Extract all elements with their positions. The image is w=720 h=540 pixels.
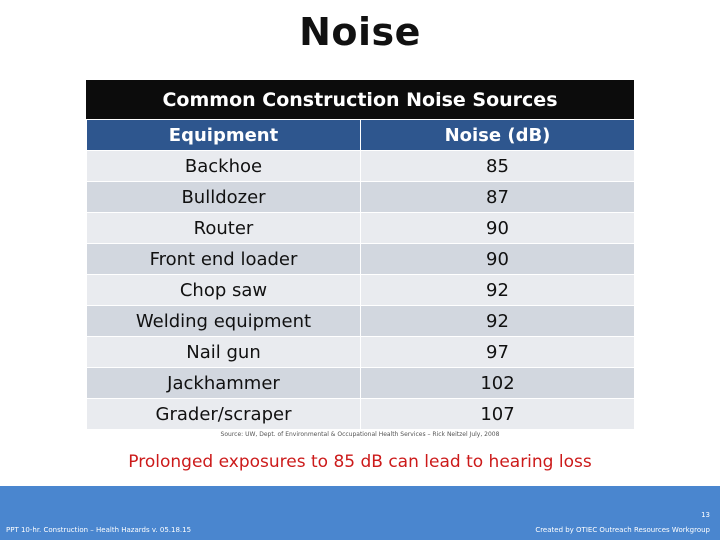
equipment-cell: Grader/scraper <box>87 399 361 430</box>
page-number: 13 <box>701 511 710 519</box>
noise-cell: 90 <box>361 213 635 244</box>
equipment-cell: Welding equipment <box>87 306 361 337</box>
table-row <box>87 244 635 275</box>
table-row <box>87 368 635 399</box>
header-noise: Noise (dB) <box>361 120 635 151</box>
noise-cell: 90 <box>361 244 635 275</box>
table-row <box>87 399 635 430</box>
noise-cell: 107 <box>361 399 635 430</box>
table-caption: Common Construction Noise Sources <box>86 80 634 119</box>
noise-cell: 92 <box>361 275 635 306</box>
noise-cell: 92 <box>361 306 635 337</box>
equipment-cell: Jackhammer <box>87 368 361 399</box>
table-header-row <box>87 120 635 151</box>
table-row <box>87 182 635 213</box>
footer-bar <box>0 486 720 540</box>
source-citation: Source: UW, Dept. of Environmental & Occupational Health Services – Rick Neitzel July, 2008 <box>220 431 500 438</box>
header-equipment: Equipment <box>87 120 361 151</box>
table-row <box>87 337 635 368</box>
hearing-loss-note: Prolonged exposures to 85 dB can lead to hearing loss <box>128 452 592 472</box>
equipment-cell: Backhoe <box>87 151 361 182</box>
slide-title: Noise <box>299 10 421 54</box>
footer-course-label: PPT 10-hr. Construction – Health Hazards v. 05.18.15 <box>6 526 192 534</box>
noise-cell: 87 <box>361 182 635 213</box>
footer-credit: Created by OTIEC Outreach Resources Workgroup <box>535 526 710 534</box>
equipment-cell: Router <box>87 213 361 244</box>
noise-cell: 102 <box>361 368 635 399</box>
table-row <box>87 151 635 182</box>
equipment-cell: Front end loader <box>87 244 361 275</box>
noise-cell: 85 <box>361 151 635 182</box>
table-row <box>87 306 635 337</box>
table-row <box>87 213 635 244</box>
noise-cell: 97 <box>361 337 635 368</box>
noise-sources-table <box>86 119 635 430</box>
equipment-cell: Bulldozer <box>87 182 361 213</box>
equipment-cell: Chop saw <box>87 275 361 306</box>
noise-table <box>86 80 634 430</box>
equipment-cell: Nail gun <box>87 337 361 368</box>
table-row <box>87 275 635 306</box>
